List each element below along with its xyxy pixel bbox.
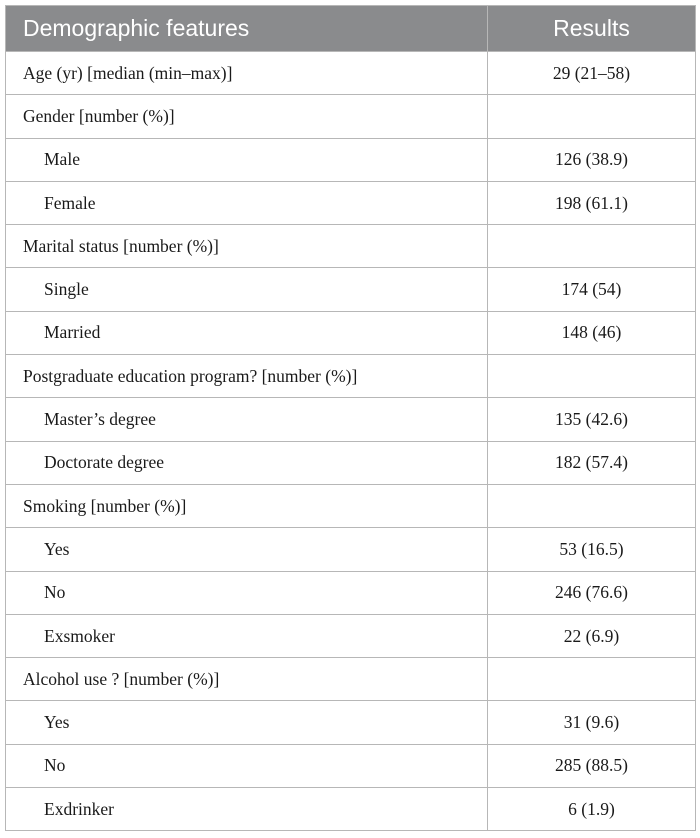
- row-sublabel: Male: [6, 138, 488, 181]
- row-value: 29 (21–58): [488, 52, 696, 95]
- row-value: 22 (6.9): [488, 614, 696, 657]
- row-sublabel: Yes: [6, 528, 488, 571]
- table-row: [6, 788, 696, 831]
- row-value: 148 (46): [488, 311, 696, 354]
- row-value: 198 (61.1): [488, 181, 696, 224]
- row-label: Gender [number (%)]: [6, 95, 488, 138]
- table-row: [6, 225, 696, 268]
- table-row: [6, 658, 696, 701]
- row-sublabel: Female: [6, 181, 488, 224]
- row-value: [488, 355, 696, 398]
- table-row: [6, 355, 696, 398]
- table-row: [6, 95, 696, 138]
- table-row: [6, 571, 696, 614]
- row-value: 53 (16.5): [488, 528, 696, 571]
- row-sublabel: Single: [6, 268, 488, 311]
- row-sublabel: No: [6, 744, 488, 787]
- row-sublabel: Exdrinker: [6, 788, 488, 831]
- row-value: 6 (1.9): [488, 788, 696, 831]
- row-value: 31 (9.6): [488, 701, 696, 744]
- table-row: [6, 138, 696, 181]
- table-row: [6, 268, 696, 311]
- row-label: Postgraduate education program? [number (%)]: [6, 355, 488, 398]
- row-sublabel: No: [6, 571, 488, 614]
- row-sublabel: Married: [6, 311, 488, 354]
- table-row: [6, 441, 696, 484]
- row-label: Marital status [number (%)]: [6, 225, 488, 268]
- row-value: 246 (76.6): [488, 571, 696, 614]
- table-row: [6, 614, 696, 657]
- row-value: [488, 225, 696, 268]
- table-body: [6, 52, 696, 831]
- table-row: [6, 484, 696, 527]
- row-value: [488, 658, 696, 701]
- row-label: Alcohol use ? [number (%)]: [6, 658, 488, 701]
- row-value: 182 (57.4): [488, 441, 696, 484]
- table-row: [6, 701, 696, 744]
- table-header: [6, 6, 696, 52]
- row-sublabel: Master’s degree: [6, 398, 488, 441]
- row-sublabel: Exsmoker: [6, 614, 488, 657]
- demographics-table: [5, 5, 696, 831]
- row-value: 135 (42.6): [488, 398, 696, 441]
- row-value: [488, 484, 696, 527]
- table-row: [6, 398, 696, 441]
- table-row: [6, 311, 696, 354]
- table-row: [6, 528, 696, 571]
- row-value: 126 (38.9): [488, 138, 696, 181]
- row-label: Smoking [number (%)]: [6, 484, 488, 527]
- row-value: [488, 95, 696, 138]
- table-row: [6, 744, 696, 787]
- row-value: 285 (88.5): [488, 744, 696, 787]
- row-value: 174 (54): [488, 268, 696, 311]
- header-demographic-features: Demographic features: [6, 6, 488, 52]
- table-row: [6, 52, 696, 95]
- row-label: Age (yr) [median (min–max)]: [6, 52, 488, 95]
- row-sublabel: Yes: [6, 701, 488, 744]
- header-results: Results: [488, 6, 696, 52]
- table-row: [6, 181, 696, 224]
- header-row: [6, 6, 696, 52]
- row-sublabel: Doctorate degree: [6, 441, 488, 484]
